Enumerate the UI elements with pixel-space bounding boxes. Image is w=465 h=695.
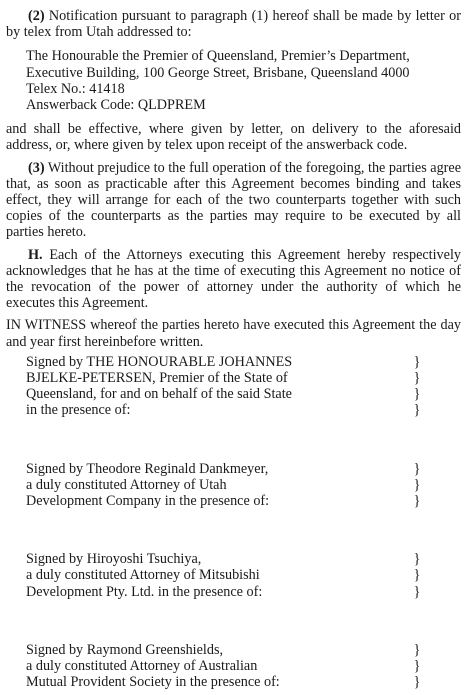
signature-line: BJELKE-PETERSEN, Premier of the State of (26, 370, 288, 387)
brace-column (413, 354, 421, 419)
brace-column (413, 551, 421, 600)
signature-line: Development Pty. Ltd. in the presence of: (26, 583, 263, 600)
brace-mark: } (413, 551, 421, 568)
signature-block-utah (26, 461, 421, 510)
clause-letter: H. (28, 246, 43, 263)
brace-column (413, 642, 421, 691)
brace-mark: } (413, 493, 421, 510)
signature-line: Development Company in the presence of: (26, 493, 270, 510)
brace-mark: } (413, 353, 421, 370)
brace-mark: } (413, 674, 421, 691)
signature-line: Signed by Theodore Reginald Dankmeyer, (26, 460, 269, 477)
paragraph-text: Without prejudice to the full operation of the foregoing, the parties agree that, as soon as practicable after this Agreement becomes binding and takes effect, they will arrange for each of the two counterparts together with such copies of the counterparts as the parties may require to be executed by all parties hereto. (6, 159, 461, 241)
brace-mark: } (413, 567, 421, 584)
paragraph-text: Notification pursuant to paragraph (1) hereof shall be made by letter or by telex from Utah addressed to: (6, 8, 461, 41)
address-block (26, 48, 461, 113)
signature-line: a duly constituted Attorney of Australian (26, 658, 258, 675)
brace-mark: } (413, 641, 421, 658)
paragraph-3 (6, 160, 461, 241)
address-line: Telex No.: 41418 (26, 80, 125, 97)
brace-mark: } (413, 476, 421, 493)
signature-block-mitsubishi (26, 551, 421, 600)
brace-mark: } (413, 658, 421, 675)
address-line: Executive Building, 100 George Street, Brisbane, Queensland 4000 (26, 64, 410, 81)
brace-column (413, 461, 421, 510)
signature-line: Signed by Raymond Greenshields, (26, 641, 224, 658)
signature-line: Signed by THE HONOURABLE JOHANNES (26, 353, 293, 370)
clause-h (6, 247, 461, 312)
signature-line: Signed by Hiroyoshi Tsuchiya, (26, 551, 202, 568)
signature-block-premier (26, 354, 421, 419)
brace-mark: } (413, 402, 421, 419)
signature-line: Queensland, for and on behalf of the said State (26, 386, 292, 403)
signature-line: a duly constituted Attorney of Mitsubishi (26, 567, 260, 584)
paragraph-2 (6, 8, 461, 40)
clause-text: Each of the Attorneys executing this Agreement hereby respectively acknowledges that he has at the time of executing this Agreement no notice of the revocation of the power of attorney under the authority of which he executes this Agreement. (6, 246, 461, 312)
brace-mark: } (413, 386, 421, 403)
address-line: Answerback Code: QLDPREM (26, 97, 206, 114)
signature-line: a duly constituted Attorney of Utah (26, 476, 227, 493)
signature-block-amp (26, 642, 421, 691)
brace-mark: } (413, 460, 421, 477)
witness-clause: IN WITNESS whereof the parties hereto have executed this Agreement the day and year first hereinbefore written. (6, 317, 461, 350)
paragraph-number: (2) (28, 8, 45, 24)
brace-mark: } (413, 583, 421, 600)
brace-mark: } (413, 370, 421, 387)
signature-line: Mutual Provident Society in the presence of: (26, 674, 280, 691)
paragraph-number: (3) (28, 159, 45, 176)
signature-line: in the presence of: (26, 402, 131, 419)
paragraph-2-continuation: and shall be effective, where given by letter, on delivery to the aforesaid address, or, where given by telex upon receipt of the answerback code. (6, 121, 461, 154)
address-line: The Honourable the Premier of Queensland, Premier’s Department, (26, 48, 410, 65)
